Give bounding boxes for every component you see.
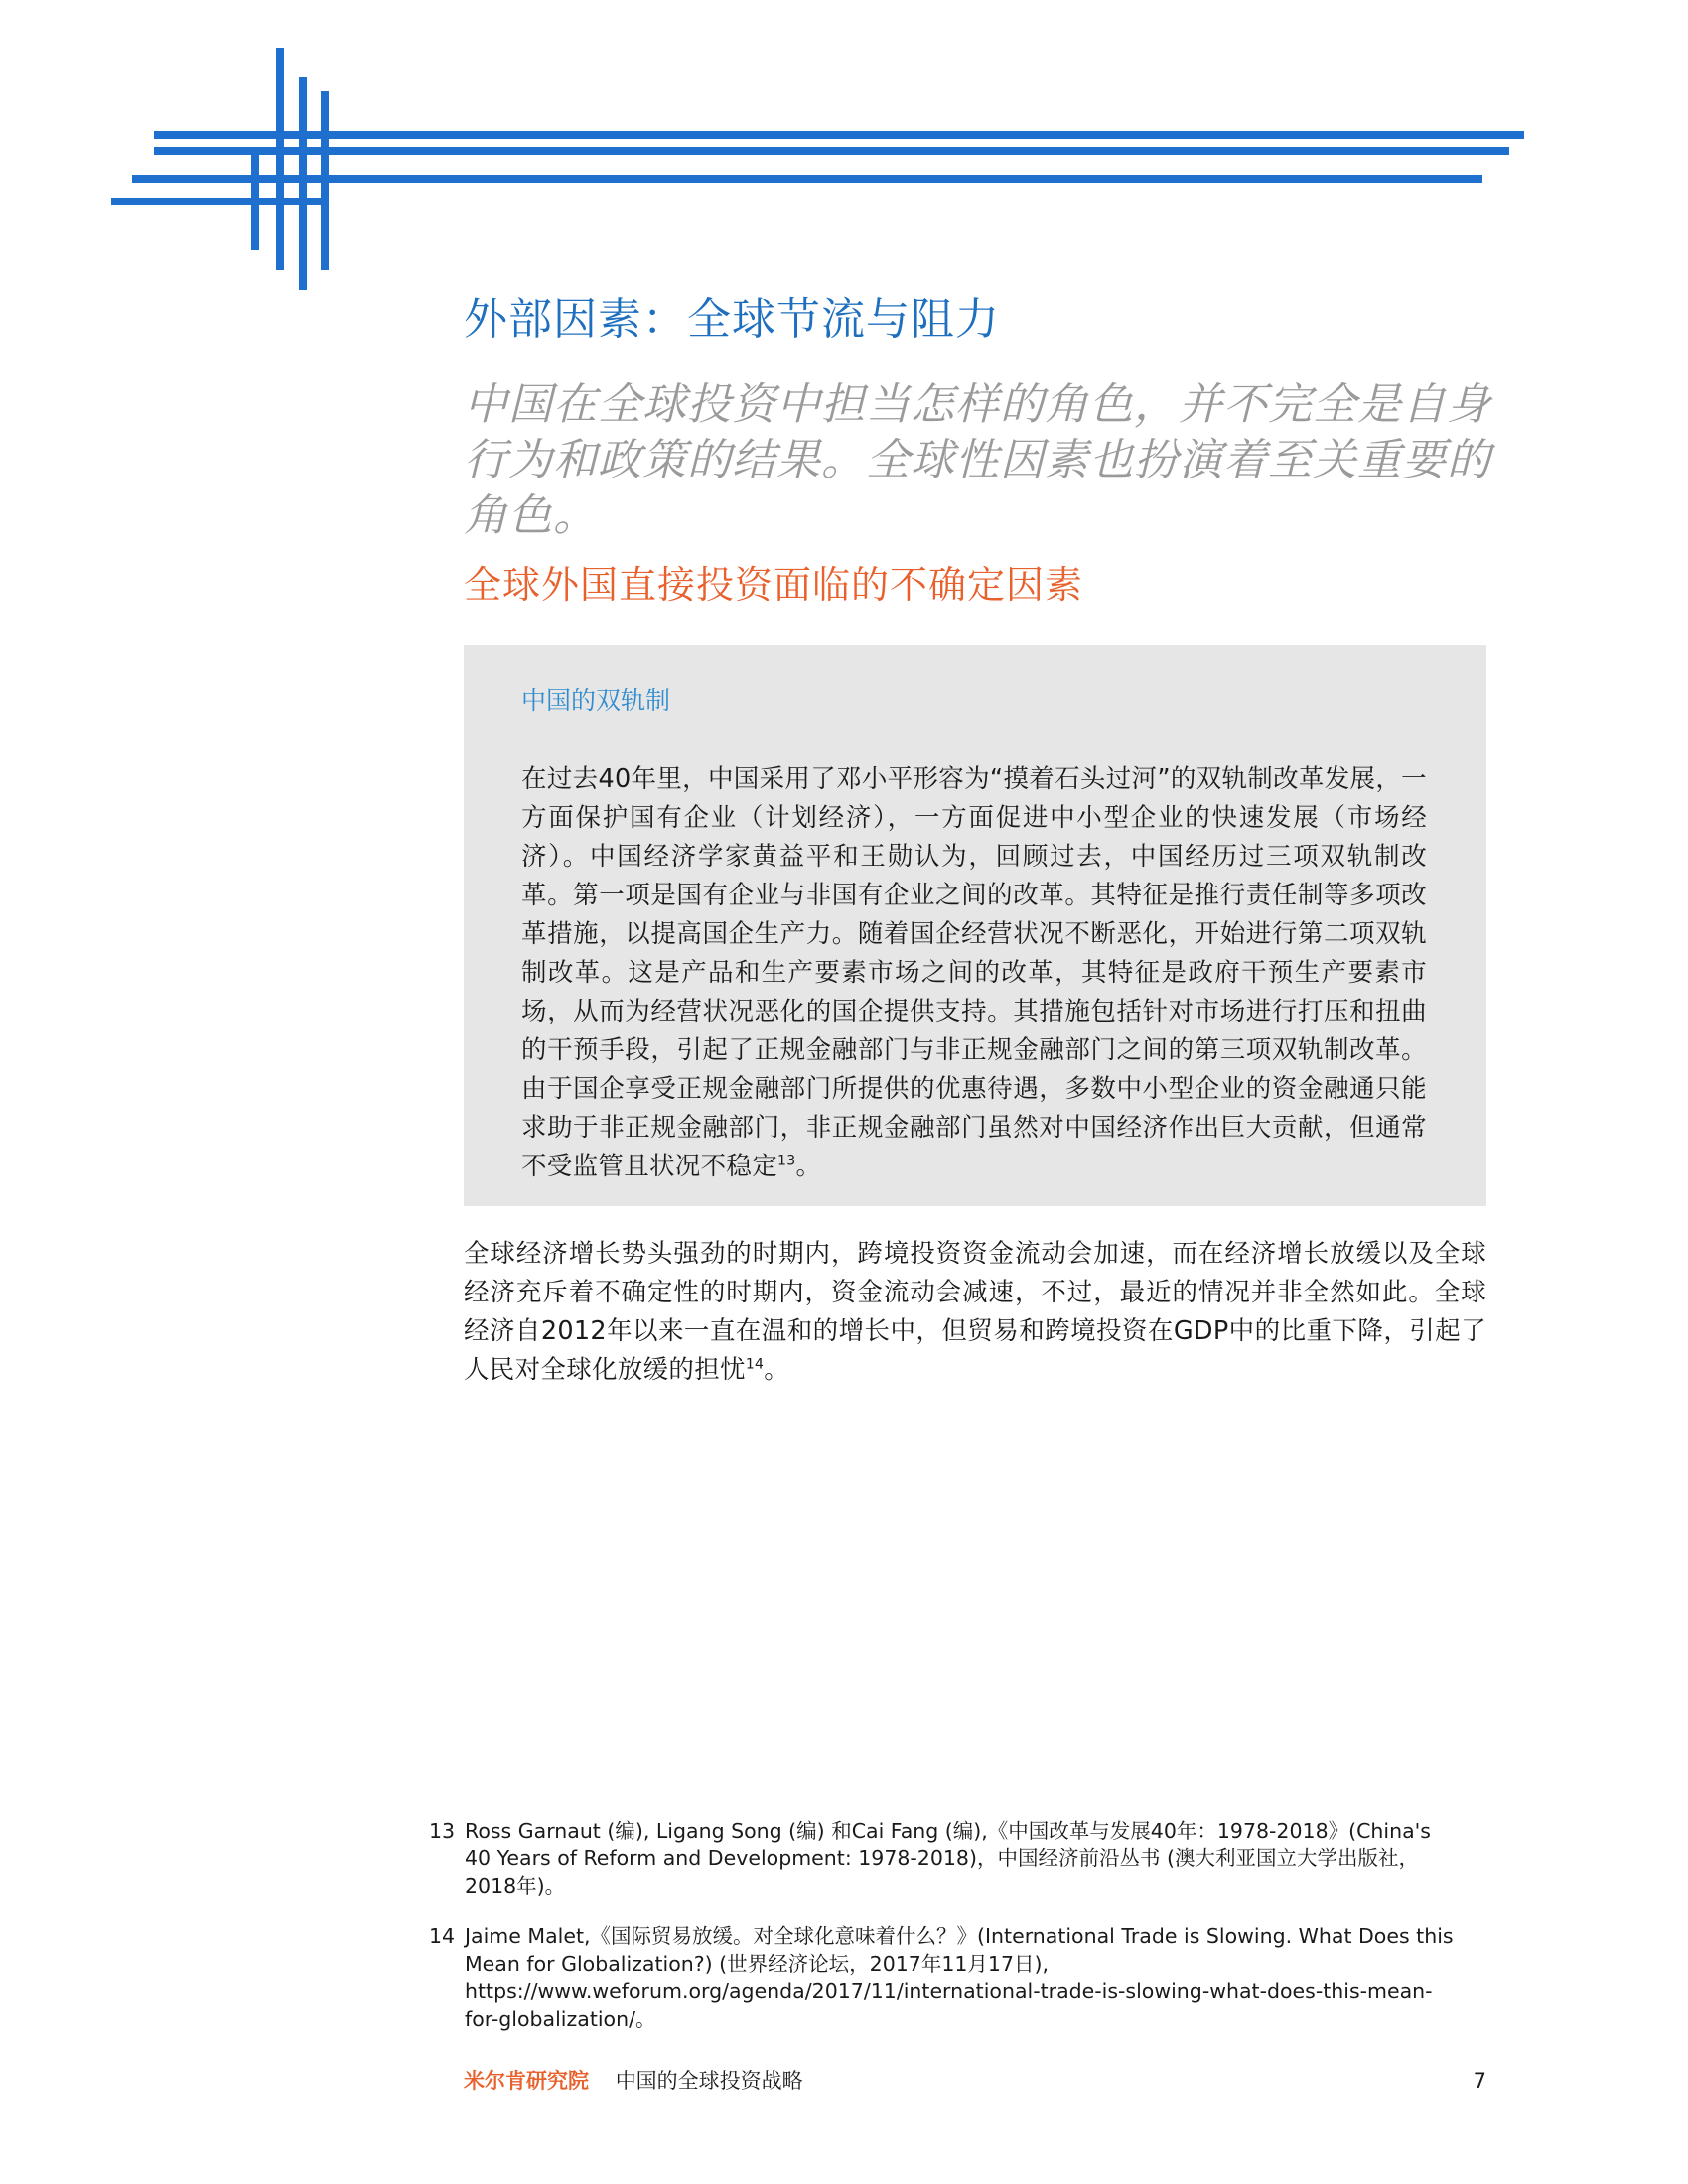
footnote-number: 13: [429, 1819, 456, 1843]
footer-publication-title: 中国的全球投资战略: [615, 2069, 803, 2093]
subheading: 全球外国直接投资面临的不确定因素: [464, 563, 1084, 607]
footnote-text: Ross Garnaut (编), Ligang Song (编) 和Cai Fang (编),《中国改革与发展40年：1978-2018》(China's 40 Years of Reform and Development: 1978-2018)，中国经济前沿丛书 (澳大利亚国立大学出版社，2018年)。: [465, 1819, 1431, 1898]
footnote-13: [429, 1817, 1457, 1900]
footnotes: [429, 1817, 1457, 2055]
footnote-text[interactable]: Jaime Malet,《国际贸易放缓。对全球化意味着什么？》(International Trade is Slowing. What Does this Mean for Globalization?) (世界经济论坛，2017年11月17日), https://www.weforum.org/agenda/2017/11/international-trade-is-slowing-what-does-this-mean-for-globalization/。: [465, 1924, 1454, 2031]
sidebar-body-end: 。: [795, 1152, 822, 1181]
pull-quote: 中国在全球投资中担当怎样的角色，并不完全是自身行为和政策的结果。全球性因素也扮演着至关重要的角色。: [464, 379, 1491, 541]
sidebar-body: [521, 760, 1427, 1186]
sidebar-title: 中国的双轨制: [521, 686, 671, 715]
footnote-14: [429, 1922, 1457, 2033]
page-number: 7: [1473, 2069, 1486, 2093]
footer-org-name: 米尔肯研究院: [464, 2069, 589, 2093]
sidebar-box: [464, 645, 1486, 1206]
page-footer: [464, 2065, 1486, 2097]
sidebar-body-text: 在过去40年里，中国采用了邓小平形容为“摸着石头过河”的双轨制改革发展，一方面保护国有企业（计划经济），一方面促进中小型企业的快速发展（市场经济）。中国经济学家黄益平和王勋认为，回顾过去，中国经历过三项双轨制改革。第一项是国有企业与非国有企业之间的改革。其特征是推行责任制等多项改革措施，以提高国企生产力。随着国企经营状况不断恶化，开始进行第二项双轨制改革。这是产品和生产要素市场之间的改革，其特征是政府干预生产要素市场，从而为经营状况恶化的国企提供支持。其措施包括针对市场进行打压和扭曲的干预手段，引起了正规金融部门与非正规金融部门之间的第三项双轨制改革。由于国企享受正规金融部门所提供的优惠待遇，多数中小型企业的资金融通只能求助于非正规金融部门，非正规金融部门虽然对中国经济作出巨大贡献，但通常不受监管且状况不稳定: [521, 764, 1427, 1181]
footnote-ref-13[interactable]: 13: [777, 1153, 796, 1169]
body-paragraph-text: 全球经济增长势头强劲的时期内，跨境投资资金流动会加速，而在经济增长放缓以及全球经济充斥着不确定性的时期内，资金流动会减速，不过，最近的情况并非全然如此。全球经济自2012年以来一直在温和的增长中，但贸易和跨境投资在GDP中的比重下降，引起了人民对全球化放缓的担忧: [464, 1239, 1486, 1385]
footnote-ref-14[interactable]: 14: [745, 1356, 765, 1373]
footnote-number: 14: [429, 1924, 456, 1948]
body-paragraph-end: 。: [764, 1355, 790, 1385]
section-title: 外部因素：全球节流与阻力: [464, 294, 1000, 344]
body-paragraph: [464, 1235, 1486, 1390]
crossed-lines-graphic: [0, 0, 1688, 318]
